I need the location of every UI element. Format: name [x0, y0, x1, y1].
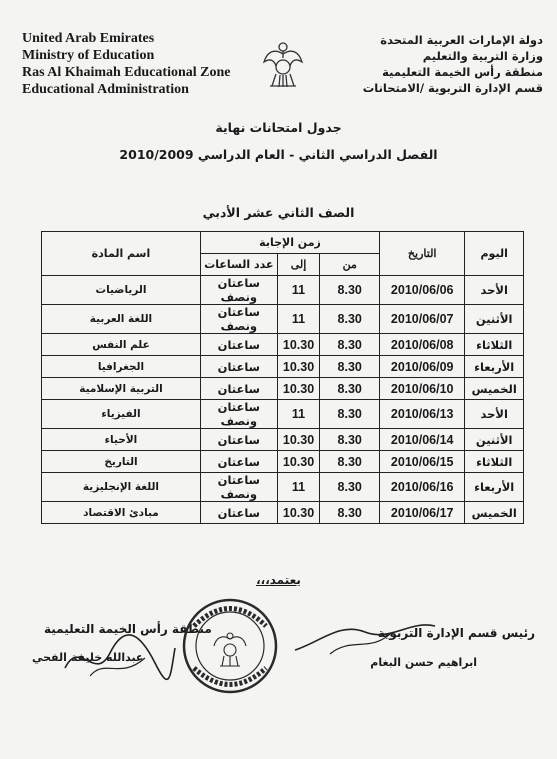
- english-letterhead: [22, 30, 231, 98]
- cell-to: 10.30: [277, 356, 320, 378]
- cell-to: 10.30: [277, 451, 320, 473]
- header-from: من: [320, 254, 380, 276]
- table-row: [42, 451, 524, 473]
- cell-date: 2010/06/07: [380, 305, 465, 334]
- left-signature-title: منطقة رأس الخيمة التعليمية: [44, 622, 212, 636]
- table-row: [42, 473, 524, 502]
- arabic-letterhead: [363, 32, 543, 96]
- cell-subject: التربية الإسلامية: [42, 378, 201, 400]
- cell-subject: اللغة العربية: [42, 305, 201, 334]
- cell-date: 2010/06/14: [380, 429, 465, 451]
- header-answer-time: زمن الإجابة: [200, 232, 379, 254]
- table-row: [42, 429, 524, 451]
- approval-text: يعتمد،،،: [256, 573, 301, 587]
- table-header-row: [42, 232, 524, 254]
- cell-day: الثلاثاء: [465, 334, 524, 356]
- cell-hours: ساعتان ونصف: [200, 276, 277, 305]
- cell-from: 8.30: [320, 502, 380, 524]
- cell-from: 8.30: [320, 400, 380, 429]
- table-row: [42, 502, 524, 524]
- table-row: [42, 276, 524, 305]
- uae-eagle-emblem-icon: [262, 40, 304, 90]
- header-date: التاريخ: [380, 232, 465, 276]
- cell-hours: ساعتان: [200, 356, 277, 378]
- right-signature-name: ابراهيم حسن البغام: [370, 656, 477, 669]
- exam-rows: [42, 276, 524, 524]
- table-row: [42, 305, 524, 334]
- arabic-line-department: قسم الإدارة التربوية /الامتحانات: [362, 81, 543, 95]
- header-day: اليوم: [465, 232, 524, 276]
- cell-to: 11: [277, 305, 320, 334]
- cell-to: 10.30: [277, 334, 320, 356]
- cell-from: 8.30: [320, 276, 380, 305]
- cell-date: 2010/06/16: [380, 473, 465, 502]
- cell-subject: علم النفس: [42, 334, 201, 356]
- cell-day: الخميس: [465, 378, 524, 400]
- cell-subject: مبادئ الاقتصاد: [42, 502, 201, 524]
- cell-subject: اللغة الإنجليزية: [42, 473, 201, 502]
- semester-title: الفصل الدراسي الثاني - العام الدراسي 2010/2009: [119, 147, 438, 162]
- cell-day: الثلاثاء: [465, 451, 524, 473]
- left-handwritten-signature: [60, 628, 180, 688]
- cell-day: الأثنين: [465, 429, 524, 451]
- left-signature-name: عبدالله خليفة الفحي: [32, 651, 144, 664]
- cell-to: 11: [277, 276, 320, 305]
- cell-hours: ساعتان: [200, 334, 277, 356]
- cell-day: الأحد: [465, 276, 524, 305]
- table-row: [42, 356, 524, 378]
- cell-subject: الجغرافيا: [42, 356, 201, 378]
- header-subject: اسم المادة: [42, 232, 201, 276]
- english-line-country: United Arab Emirates: [22, 31, 155, 46]
- cell-hours: ساعتان: [200, 429, 277, 451]
- cell-day: الأربعاء: [465, 473, 524, 502]
- english-line-ministry: Ministry of Education: [22, 48, 155, 63]
- cell-date: 2010/06/13: [380, 400, 465, 429]
- cell-from: 8.30: [320, 356, 380, 378]
- cell-hours: ساعتان ونصف: [200, 400, 277, 429]
- cell-from: 8.30: [320, 429, 380, 451]
- official-stamp: [180, 596, 280, 696]
- cell-from: 8.30: [320, 451, 380, 473]
- right-signature-title: رئيس قسم الإدارة التربوية: [377, 626, 535, 640]
- table-row: [42, 378, 524, 400]
- cell-to: 10.30: [277, 502, 320, 524]
- header-hours: عدد الساعات: [200, 254, 277, 276]
- cell-hours: ساعتان: [200, 378, 277, 400]
- cell-subject: الأحياء: [42, 429, 201, 451]
- cell-subject: التاريخ: [42, 451, 201, 473]
- arabic-line-country: دولة الإمارات العربية المتحدة: [380, 33, 543, 47]
- header-to: إلى: [277, 254, 320, 276]
- arabic-line-ministry: وزارة التربية والتعليم: [422, 49, 543, 63]
- cell-date: 2010/06/17: [380, 502, 465, 524]
- cell-day: الأحد: [465, 400, 524, 429]
- english-line-administration: Educational Administration: [22, 82, 189, 97]
- cell-hours: ساعتان: [200, 451, 277, 473]
- cell-date: 2010/06/09: [380, 356, 465, 378]
- cell-from: 8.30: [320, 305, 380, 334]
- cell-to: 11: [277, 473, 320, 502]
- cell-date: 2010/06/08: [380, 334, 465, 356]
- cell-to: 11: [277, 400, 320, 429]
- cell-date: 2010/06/10: [380, 378, 465, 400]
- cell-hours: ساعتان ونصف: [200, 473, 277, 502]
- cell-to: 10.30: [277, 429, 320, 451]
- cell-from: 8.30: [320, 473, 380, 502]
- cell-from: 8.30: [320, 378, 380, 400]
- cell-hours: ساعتان: [200, 502, 277, 524]
- table-row: [42, 400, 524, 429]
- cell-subject: الرياضيات: [42, 276, 201, 305]
- arabic-line-zone: منطقة رأس الخيمة التعليمية: [382, 65, 543, 79]
- cell-hours: ساعتان ونصف: [200, 305, 277, 334]
- cell-day: الأربعاء: [465, 356, 524, 378]
- cell-day: الأثنين: [465, 305, 524, 334]
- cell-subject: الفيزياء: [42, 400, 201, 429]
- cell-from: 8.30: [320, 334, 380, 356]
- grade-title: الصف الثاني عشر الأدبي: [202, 205, 355, 220]
- exam-schedule-table: [41, 231, 524, 524]
- cell-date: 2010/06/06: [380, 276, 465, 305]
- cell-date: 2010/06/15: [380, 451, 465, 473]
- table-row: [42, 334, 524, 356]
- cell-to: 10.30: [277, 378, 320, 400]
- schedule-title: جدول امتحانات نهاية: [215, 120, 342, 135]
- right-handwritten-signature: [290, 612, 440, 662]
- english-line-zone: Ras Al Khaimah Educational Zone: [22, 65, 231, 80]
- cell-day: الخميس: [465, 502, 524, 524]
